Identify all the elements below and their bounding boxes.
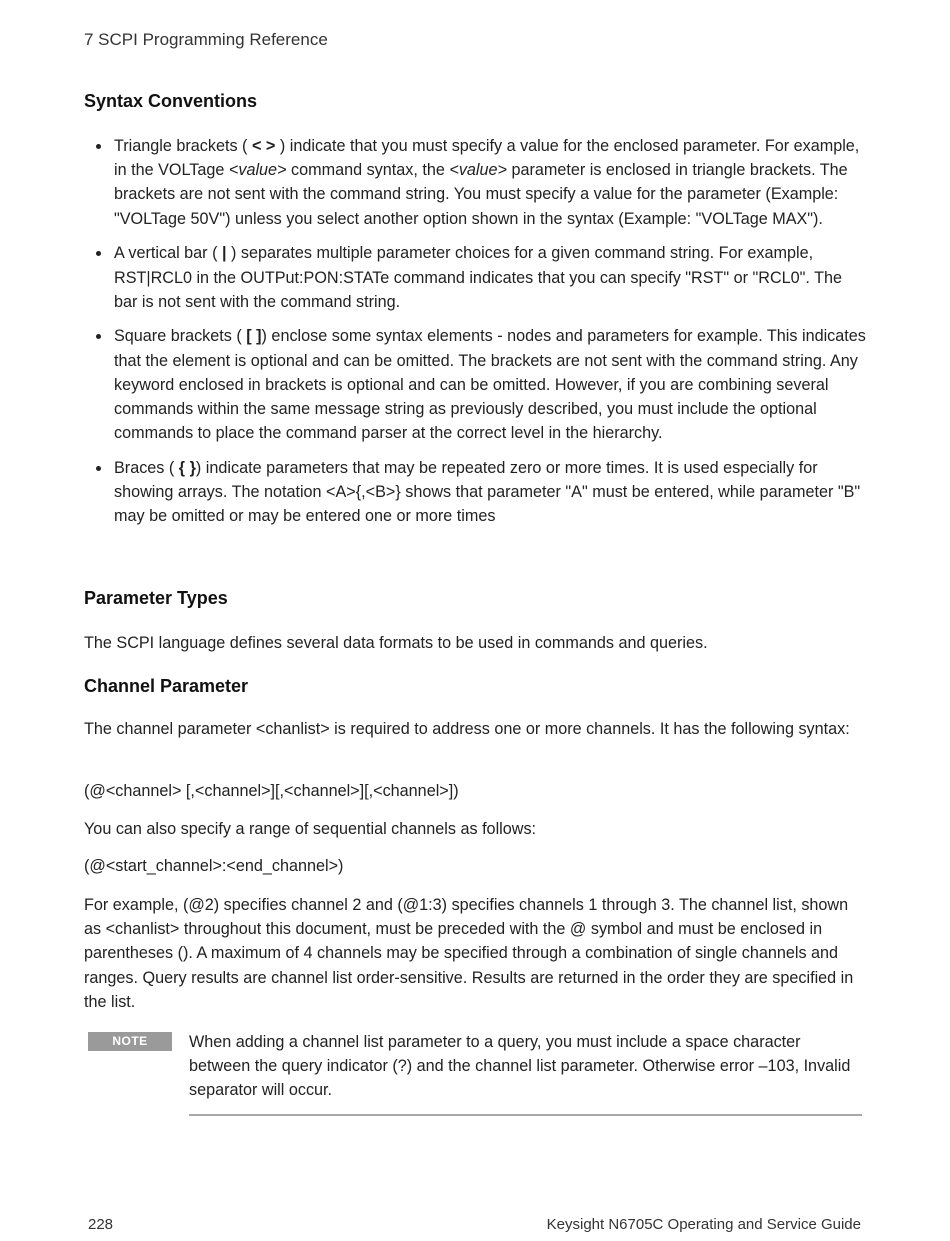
bullet-icon <box>96 251 101 256</box>
channel-parameter-intro: The channel parameter <chanlist> is required to address one or more channels. It has the following syntax: <box>84 720 850 738</box>
bullet-symbol: [ ] <box>241 327 262 346</box>
bullet-icon <box>96 466 101 471</box>
running-head: 7 SCPI Programming Reference <box>84 30 328 49</box>
bullet-text: ) separates multiple parameter choices for a given command string. For example, RST|RCL0 in the OUTPut:PON:STATe command indicates that you can specify "RST" or "RCL0". The bar is not sent with the command string. <box>114 244 843 311</box>
note-badge: NOTE <box>88 1032 172 1051</box>
list-item <box>88 241 868 314</box>
heading-channel-parameter: Channel Parameter <box>84 676 249 696</box>
bullet-text: ) indicate parameters that may be repeated zero or more times. It is used especially for showing arrays. The notation <A>{,<B>} shows that parameter "A" must be entered, while parameter "B" may be omitted or may be entered one or more times <box>114 458 861 526</box>
bullet-text: command syntax, the <box>286 161 450 180</box>
guide-title: Keysight N6705C Operating and Service Guide <box>546 1216 861 1233</box>
page-number: 228 <box>88 1216 114 1233</box>
note-text: When adding a channel list parameter to a query, you must include a space character between the query indicator (?) and the channel list parameter. Otherwise error –103, Invalid separator will occur. <box>189 1033 851 1100</box>
bullet-text: A vertical bar ( <box>114 244 218 263</box>
bullet-icon <box>96 334 101 339</box>
heading-syntax-conventions: Syntax Conventions <box>84 91 258 111</box>
list-item <box>88 324 868 445</box>
syntax-conventions-list <box>88 134 868 539</box>
bullet-text: Square brackets ( <box>114 327 242 346</box>
bullet-text: ) enclose some syntax elements - nodes and parameters for example. This indicates that the element is optional and can be omitted. The brackets are not sent with the command string. Any keyword enclosed in brackets is optional and can be omitted. However, if you are combining several commands within the same message string as previously described, you must include the optional commands to place the command parser at the correct level in the hierarchy. <box>114 327 866 443</box>
bullet-symbol: | <box>217 244 231 263</box>
channel-example: For example, (@2) specifies channel 2 and (@1:3) specifies channels 1 through 3. The channel list, shown as <chanlist> throughout this document, must be preceded with the @ symbol and must be enclosed in parentheses (). A maximum of 4 channels may be specified through a combination of single channels and ranges. Query results are channel list order-sensitive. Results are returned in the order they are specified in the list. <box>84 896 854 1011</box>
parameter-types-text: The SCPI language defines several data formats to be used in commands and queries. <box>84 634 708 652</box>
range-intro: You can also specify a range of sequential channels as follows: <box>84 820 537 838</box>
bullet-text: Braces ( <box>114 458 175 477</box>
list-item <box>88 134 868 231</box>
bullet-symbol: < > <box>247 137 280 155</box>
bullet-text: Triangle brackets ( <box>114 137 248 155</box>
bullet-text: parameter is enclosed in triangle brackets. The brackets are not sent with the command string. You must specify a value for the parameter (Example: "VOLTage 50V") unless you select another option shown in the syntax (Example: "VOLTage MAX"). <box>114 161 848 228</box>
note-divider <box>189 1114 862 1116</box>
bullet-emphasis: <value> <box>449 161 507 180</box>
range-syntax: (@<start_channel>:<end_channel>) <box>84 857 344 875</box>
heading-parameter-types: Parameter Types <box>84 588 228 608</box>
list-item <box>88 456 868 529</box>
bullet-icon <box>96 144 101 149</box>
bullet-symbol: { } <box>174 458 196 477</box>
bullet-text: ) indicate that you must specify a value for the enclosed parameter. For example, in the VOLTage <box>114 137 860 180</box>
bullet-emphasis: <value> <box>228 161 287 180</box>
channel-syntax: (@<channel> [,<channel>][,<channel>][,<channel>]) <box>84 782 459 800</box>
